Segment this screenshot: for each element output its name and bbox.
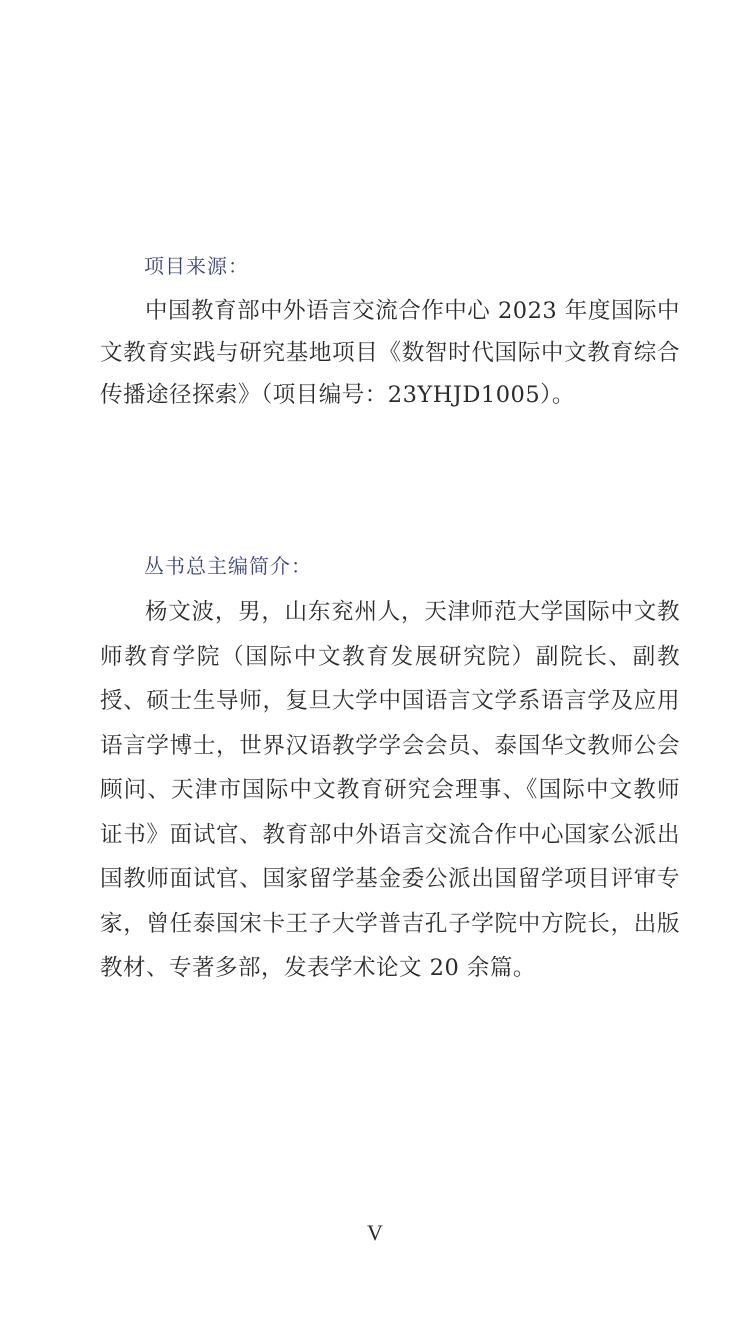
project-source-section xyxy=(100,252,680,416)
editor-bio-section xyxy=(100,552,680,991)
editor-bio-text: 杨文波，男，山东兖州人，天津师范大学国际中文教师教育学院（国际中文教育发展研究院）副院长、副教授、硕士生导师，复旦大学中国语言文学系语言学及应用语言学博士，世界汉语教学学会会员、泰国华文教师公会顾问、天津市国际中文教育研究会理事、《国际中文教师证书》面试官、教育部中外语言交流合作中心国家公派出国教师面试官、国家留学基金委公派出国留学项目评审专家，曾任泰国宋卡王子大学普吉孔子学院中方院长，出版教材、专著多部，发表学术论文 20 余篇。 xyxy=(100,599,680,981)
project-source-heading: 项目来源： xyxy=(144,254,249,278)
project-source-text: 中国教育部中外语言交流合作中心 2023 年度国际中文教育实践与研究基地项目《数智时代国际中文教育综合传播途径探索》（项目编号：23YHJD1005）。 xyxy=(100,298,680,408)
page-number: V xyxy=(367,1220,383,1245)
editor-bio-heading: 丛书总主编简介： xyxy=(144,554,312,578)
